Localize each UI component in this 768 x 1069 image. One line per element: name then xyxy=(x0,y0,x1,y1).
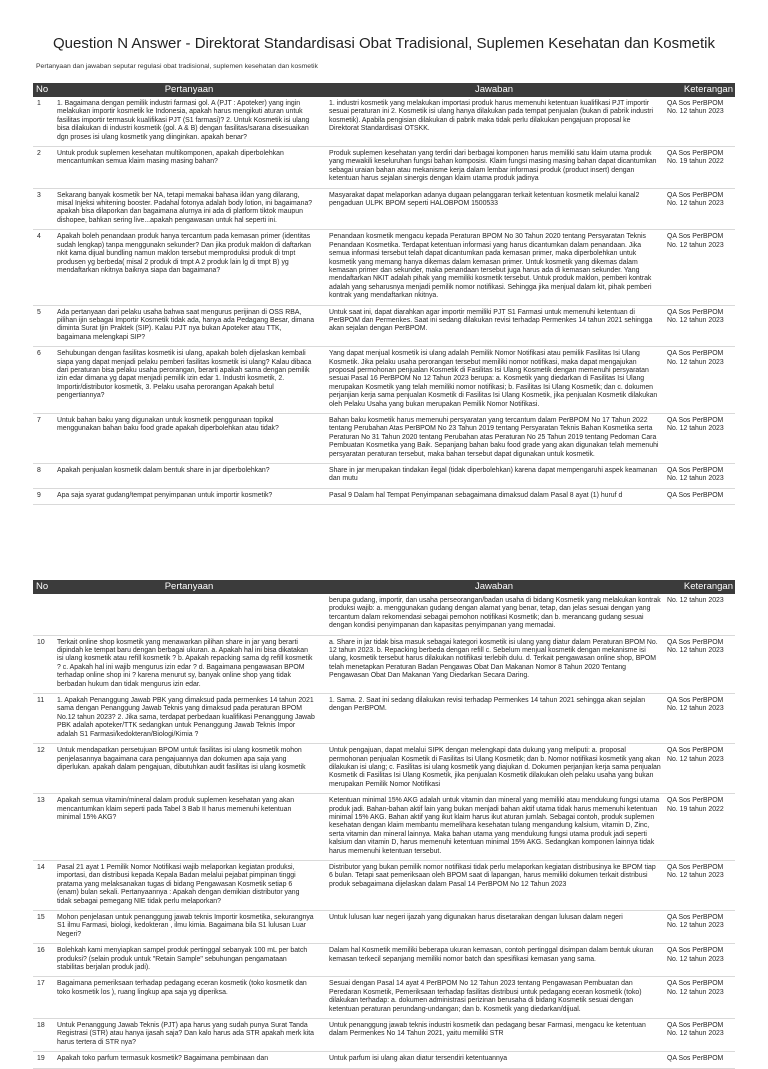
note-text: QA Sos PerBPOM xyxy=(665,488,735,504)
row-number xyxy=(33,594,55,635)
table-row xyxy=(33,911,735,944)
row-number: 16 xyxy=(33,944,55,977)
row-number: 11 xyxy=(33,694,55,744)
qa-table-page-1 xyxy=(33,83,735,503)
row-number: 3 xyxy=(33,188,55,230)
row-number: 13 xyxy=(33,794,55,861)
note-text: QA Sos PerBPOM No. 12 tahun 2023 xyxy=(665,860,735,910)
answer-text: Yang dapat menjual kosmetik isi ulang adalah Pemilik Nomor Notifikasi atau pemilik Fasilitas Isi Ulang Kosmetik. Jika pelaku usaha perorangan tersebut memiliki nomor notifikasi, maka dapat mengajukan proposal permohonan penjualan Kosmetik di Fasilitas Isi Ulang Kosmetik dengan memenuhi persyaratan sesuai Pasal 16 PerBPOM No 12 Tahun 2023 berupa: a. Kosmetik yang diedarkan di Fasilitas Isi Ulang merupakan Kosmetik yang telah memiliki nomor notifikasi; b. Fasilitas Isi Ulang Kosmetik; dan c. dokumen perjanjian kerja sama penjualan Kosmetik di Fasilitas Isi Ulang Kosmetik, jika penjualan Kosmetik dilakukan oleh Pelaku Usaha yang bukan merupakan Pemilik Nomor Notifikasi. xyxy=(323,347,665,414)
qa-table xyxy=(33,83,735,505)
question-text: Apa saja syarat gudang/tempat penyimpanan untuk importir kosmetik? xyxy=(55,488,323,504)
table-row xyxy=(33,635,735,693)
header-jawaban: Jawaban xyxy=(323,83,665,97)
row-number: 8 xyxy=(33,464,55,489)
answer-text: Masyarakat dapat melaporkan adanya dugaan pelanggaran terkait ketentuan kosmetik melalui kanal2 pengaduan ULPK BPOM seperti HALOBPOM 1500533 xyxy=(323,188,665,230)
answer-text: Sesuai dengan Pasal 14 ayat 4 PerBPOM No 12 Tahun 2023 tentang Pengawasan Pembuatan dan Peredaran Kosmetik, Pemeriksaan terhadap fasilitas distribusi untuk pedagang eceran kosmetik (toko) dilakukan terhadap: a. dokumen administrasi perizinan berusaha di bidang Kosmetik sesuai dengan ketentuan peraturan perundang-undangan; dan b. Kosmetik yang diedarkan/dijual. xyxy=(323,977,665,1019)
answer-text: a. Share in jar tidak bisa masuk sebagai kategori kosmetik isi ulang yang diatur dalam Peraturan BPOM No. 12 tahun 2023. b. Repacking berbeda dengan refill c. Sebelum menjual kosmetik dengan mekanisme isi ulang, kosmetik tersebut harus dilakukan notifikasi terlebih dulu. d. Terkait pengawasan online shop, BPOM telah menetapkan Peraturan Badan Pengawas Obat Dan Makanan Nomor 8 Tahun 2020 Tentang Pengawasan Obat Dan Makanan Yang Diedarkan Secara Daring. xyxy=(323,635,665,693)
answer-text: Bahan baku kosmetik harus memenuhi persyaratan yang tercantum dalam PerBPOM No 17 Tahun 2022 tentang Perubahan Atas PerBPOM No 23 Tahun 2019 tentang Persyaratan Teknis Bahan Kosmetika serta Peraturan No 31 Tahun 2020 tentang Perubahan atas Peraturan No 25 Tahun 2019 tentang Pedoman Cara Pembuatan Kosmetika yang Baik. Sepanjang bahan baku food grade yang akan digunakan telah memenuhi persyaratan peraturan tersebut, maka bahan tersebut dapat digunakan untuk kosmetik. xyxy=(323,414,665,464)
question-text xyxy=(55,594,323,635)
question-text: Apakah toko parfum termasuk kosmetik? Bagaimana pembinaan dan xyxy=(55,1052,323,1068)
header-pertanyaan: Pertanyaan xyxy=(55,83,323,97)
row-number: 19 xyxy=(33,1052,55,1068)
document-title: Question N Answer - Direktorat Standardisasi Obat Tradisional, Suplemen Kesehatan dan Kosmetik xyxy=(52,35,715,52)
answer-text: Dalam hal Kosmetik memiliki beberapa ukuran kemasan, contoh pertinggal disimpan dalam bentuk ukuran kemasan terkecil sepanjang memiliki nomor batch dan spesifikasi kemasan yang sama. xyxy=(323,944,665,977)
header-no: No xyxy=(33,83,55,97)
table-row xyxy=(33,305,735,347)
question-text: Apakah semua vitamin/mineral dalam produk suplemen kesehatan yang akan mencantumkan klaim seperti pada Tabel 3 Bab II harus memenuhi ketentuan minimal 15% AKG? xyxy=(55,794,323,861)
table-row xyxy=(33,944,735,977)
row-number: 18 xyxy=(33,1019,55,1052)
question-text: Bagaimana pemeriksaan terhadap pedagang eceran kosmetik (toko kosmetik dan toko kosmetik los ), ruang lingkup apa saja yg diperiksa. xyxy=(55,977,323,1019)
row-number: 10 xyxy=(33,635,55,693)
note-text: QA Sos PerBPOM No. 12 tahun 2023 xyxy=(665,347,735,414)
row-number: 7 xyxy=(33,414,55,464)
question-text: Bolehkah kami menyiapkan sampel produk pertinggal sebanyak 100 mL per batch produksi? (selain produk untuk "Retain Sample" sebuhungan pengamataan stabilitas berjalan produk jadi). xyxy=(55,944,323,977)
table-row xyxy=(33,1052,735,1068)
table-row xyxy=(33,488,735,504)
row-number: 17 xyxy=(33,977,55,1019)
header-pertanyaan: Pertanyaan xyxy=(55,580,323,594)
question-text: Untuk bahan baku yang digunakan untuk kosmetik penggunaan topikal menggunakan bahan baku food grade apakah diperbolehkan atau tidak? xyxy=(55,414,323,464)
question-text: 1. Bagaimana dengan pemilik industri farmasi gol. A (PJT : Apoteker) yang ingin melakukan importir kosmetik ke Indonesia, apakah harus mengikuti aturan untuk fasilitas importir termasuk kualifikasi PJT (S1 farmasi)? 2. Untuk Kosmetik isi ulang bisa dilakukan di industri kosmetik (gol. A & B) dengan fasilitas/sarana disesuaikan dgn proses isi ulang kosmetik yang diinginkan. apakah benar? xyxy=(55,97,323,147)
table-body xyxy=(33,97,735,505)
table-row xyxy=(33,464,735,489)
question-text: Apakah boleh penandaan produk hanya tercantum pada kemasan primer (identitas sudah lengkap) tanpa menggunakn sekunder? Dan jika produk maklon di daftarkan nkit kama dijual bundling namun maklon tersebut memproduksi produk di tmpt produsen yg berbeda( misal 2 produk di tmpt A 2 produk lain lg di tmpt B) yg mendaftarkan nkitnya baiknya siapa dan bagaimana? xyxy=(55,230,323,305)
answer-text: Share in jar merupakan tindakan ilegal (tidak diperbolehkan) karena dapat mempengaruhi aspek keamanan dan mutu xyxy=(323,464,665,489)
table-row xyxy=(33,1019,735,1052)
note-text: QA Sos PerBPOM No. 12 tahun 2023 xyxy=(665,414,735,464)
table-header-row xyxy=(33,580,735,594)
note-text: QA Sos PerBPOM No. 12 tahun 2023 xyxy=(665,744,735,794)
table-row xyxy=(33,977,735,1019)
row-number: 6 xyxy=(33,347,55,414)
question-text: Apakah penjualan kosmetik dalam bentuk share in jar diperbolehkan? xyxy=(55,464,323,489)
qa-table xyxy=(33,580,735,1069)
answer-text: Pasal 9 Dalam hal Tempat Penyimpanan sebagaimana dimaksud dalam Pasal 8 ayat (1) huruf d xyxy=(323,488,665,504)
row-number: 12 xyxy=(33,744,55,794)
note-text: QA Sos PerBPOM No. 19 tahun 2022 xyxy=(665,794,735,861)
question-text: Untuk mendapatkan persetujuan BPOM untuk fasilitas isi ulang kosmetik mohon penjelasannya bagaimana cara pengajuannya dan dokumen apa saja yang diperlukan. apakah dalam pengajuan, dibutuhkan audit fasilitas isi ulang kosmetik xyxy=(55,744,323,794)
row-number: 14 xyxy=(33,860,55,910)
answer-text: Produk suplemen kesehatan yang terdiri dari berbagai komponen harus memiliki satu klaim utama produk yang mewakili keseluruhan fungsi bahan komposisi. Klaim fungsi masing masing bahan dapat dicantumkan sebagai uraian bahan atau mekanisme kerja dalam lembar informasi produk (product insert) dengan ketentuan harus sejalan sinergis dengan klaim utama produk jadinya xyxy=(323,147,665,189)
header-keterangan: Keterangan xyxy=(665,83,735,97)
question-text: Sehubungan dengan fasilitas kosmetik isi ulang, apakah boleh dijelaskan kembali siapa yang dapat menjadi pelaku pemberi fasilitas kosmetik isi ulang? Kalau dibaca dari peraturan bisa pelaku usaha perorangan, berarti apakah sama dengan pemilik izin edar dimana yg dapat menjadi pemilik izin edar 1. Industri kosmetik, 2. Importir/distributor kosmetik, 3. Pelaku usaha perorangan Apakah betul pengertiannya? xyxy=(55,347,323,414)
row-number: 1 xyxy=(33,97,55,147)
answer-text: 1. Sama. 2. Saat ini sedang dilakukan revisi terhadap Permenkes 14 tahun 2021 sehingga akan sejalan dengan PerBPOM. xyxy=(323,694,665,744)
table-row xyxy=(33,147,735,189)
table-row xyxy=(33,230,735,305)
note-text: QA Sos PerBPOM No. 12 tahun 2023 xyxy=(665,464,735,489)
table-row xyxy=(33,97,735,147)
question-text: Ada pertanyaan dari pelaku usaha bahwa saat mengurus perijinan di OSS RBA, pilihan ijin sebagai Importir Kosmetik tidak ada, hanya ada Pedagang Besar, dimana diminta Surat Ijin Praktek (SIP). Kalau PJT nya bukan Apoteker atau TTK, bagaimana melengkapi SIP? xyxy=(55,305,323,347)
note-text: QA Sos PerBPOM No. 12 tahun 2023 xyxy=(665,977,735,1019)
answer-text: Penandaan kosmetik mengacu kepada Peraturan BPOM No 30 Tahun 2020 tentang Persyaratan Teknis Penandaan Kosmetika. Terdapat ketentuan informasi yang harus dicantumkan dalam penandaan. Jika semua informasi tersebut telah dapat dicantumkan pada kemasan primer, maka diperbolehkan untuk kosmetik yang memang hanya dikemas dalam kemasan primer. Untuk kosmetik yang dikemas dalam kemasan primer dan sekunder, maka penandaan tersebut juga harus ada di kemasan sekunder. Yang mendaftarkan NKIT adalah pihak yang memiliki kosmetik tersebut. Untuk produk maklon, pemberi kontrak adalah yang seharusnya menjadi pemilik nomor notifikasi. Sehingga jika menjual dalam kit, pihak pemberi kontrak yang mendaftarkan nkitnya. xyxy=(323,230,665,305)
qa-table-page-2 xyxy=(33,580,735,1063)
note-text: QA Sos PerBPOM No. 12 tahun 2023 xyxy=(665,911,735,944)
note-text: QA Sos PerBPOM No. 12 tahun 2023 xyxy=(665,944,735,977)
answer-text: Untuk penanggung jawab teknis industri kosmetik dan pedagang besar Farmasi, mengacu ke ketentuan dalam Permenkes No 14 Tahun 2021, yaitu memiliki STR xyxy=(323,1019,665,1052)
row-number: 2 xyxy=(33,147,55,189)
header-jawaban: Jawaban xyxy=(323,580,665,594)
note-text: QA Sos PerBPOM No. 19 tahun 2022 xyxy=(665,147,735,189)
table-row xyxy=(33,744,735,794)
table-row xyxy=(33,594,735,635)
document-subtitle: Pertanyaan dan jawaban seputar regulasi obat tradisional, suplemen kesehatan dan kosmetik xyxy=(36,63,318,70)
row-number: 15 xyxy=(33,911,55,944)
answer-text: Ketentuan minimal 15% AKG adalah untuk vitamin dan mineral yang memiliki atau mendukung fungsi utama produk jadi. Bahan-bahan aktif lain yang bukan menjadi bahan aktif utama tidak harus memenuhi ketentuan minimal 15% AKG. Bahan aktif yang ikut klaim harus ikut aturan jumlah. Sebagai contoh, produk suplemen kesehatan dengan klaim membantu memelihara kesehatan tulang mengandung kalsium, vitamin D, Zinc, serta vitamin dan mineral lainnya. Maka bahan utama yang mendukung fungsi utama produk jadi seperti kalsium dan vitamin D, harus memenuhi ketentuan minimal 15% AKG. Sedangkan komponen lainnya tidak harus memenuhi ketentuan tersebut. xyxy=(323,794,665,861)
note-text: QA Sos PerBPOM No. 12 tahun 2023 xyxy=(665,230,735,305)
answer-text: berupa gudang, importir, dan usaha perseorangan/badan usaha di bidang Kosmetik yang melakukan kontrak produksi wajib: a. menggunakan gudang dengan alamat yang benar, tetap, dan jelas sesuai dengan yang tercantum dalam rekomendasi sebagai pemohon notifikasi Kosmetik; dan b. merancang gudang sesuai dengan kondisi penyimpanan dan kapasitas penyimpanan yang memadai. xyxy=(323,594,665,635)
row-number: 9 xyxy=(33,488,55,504)
note-text: QA Sos PerBPOM No. 12 tahun 2023 xyxy=(665,694,735,744)
table-row xyxy=(33,794,735,861)
row-number: 4 xyxy=(33,230,55,305)
answer-text: Untuk lulusan luar negeri ijazah yang digunakan harus disetarakan dengan lulusan dalam negeri xyxy=(323,911,665,944)
table-body xyxy=(33,594,735,1068)
answer-text: Untuk pengajuan, dapat melalui SIPK dengan melengkapi data dukung yang meliputi: a. proposal permohonan penjualan Kosmetik di Fasilitas Isi Ulang Kosmetik; dan b. Nomor notifikasi kosmetik yang akan dilakukan isi ulang; c. Fasilitas isi ulang kosmetik yang diajukan d. Dokumen perjanjian kerja sama penjualan Kosmetik di Fasilitas Isi Ulang Kosmetik, jika penjualan Kosmetik dilakukan oleh pelaku usaha yang bukan merupakan Pemilik Nomor Notifikasi xyxy=(323,744,665,794)
table-row xyxy=(33,414,735,464)
header-keterangan: Keterangan xyxy=(665,580,735,594)
answer-text: Untuk parfum isi ulang akan diatur tersendiri ketentuannya xyxy=(323,1052,665,1068)
row-number: 5 xyxy=(33,305,55,347)
note-text: QA Sos PerBPOM No. 12 tahun 2023 xyxy=(665,305,735,347)
table-row xyxy=(33,860,735,910)
note-text: QA Sos PerBPOM No. 12 tahun 2023 xyxy=(665,635,735,693)
note-text: No. 12 tahun 2023 xyxy=(665,594,735,635)
answer-text: Distributor yang bukan pemilik nomor notifikasi tidak perlu melaporkan kegiatan distribusinya ke BPOM tiap 6 bulan. Tetapi saat pemeriksaan oleh BPOM saat di lapangan, harus memiliki dokumen terkait distribusi produk sebagaimana dijelaskan dalam Pasal 14 PerBPOM No 12 Tahun 2023 xyxy=(323,860,665,910)
table-row xyxy=(33,347,735,414)
question-text: Mohon penjelasan untuk penanggung jawab teknis Importir kosmetika, sekurangnya S1 ilmu Farmasi, biologi, kedokteran , ilmu kimia. Bagaimana bila S1 lulusan Luar Negeri? xyxy=(55,911,323,944)
note-text: QA Sos PerBPOM No. 12 tahun 2023 xyxy=(665,188,735,230)
answer-text: 1. industri kosmetik yang melakukan importasi produk harus memenuhi ketentuan kualifikasi PJT importir sesuai peraturan ini 2. Kosmetik isi ulang hanya dilakukan pada tempat penjualan (bukan di pabrik industri kosmetik). Apabila pengisian dilakukan di pabrik maka tidak perlu dilakukan pengajuan proposal ke Direktorat Standardisasi OTSKK. xyxy=(323,97,665,147)
question-text: Sekarang banyak kosmetik ber NA, tetapi memakai bahasa iklan yang dilarang, misal Injeksi whitening booster. Padahal fotonya adalah body lotion, ini bagaimana? apakah bisa dilaporkan dan bagaimana alurnya ini ada di platform tiktok maupun dishopee, bahkan sering live...apakah pengawasan untuk hal seperti ini. xyxy=(55,188,323,230)
question-text: Terkait online shop kosmetik yang menawarkan pilihan share in jar yang berarti dipindah ke tempat baru dengan berbagai ukuran. a. Apakah hal ini bisa dikatakan isi ulang kosmetik atau refill kosmetik ? b. Apakah repacking sama dg refill kosmetik ? c. Apakah hal ini wajib mengurus izin edar ? d. Bagaimana pengawasan BPOM terhadap online shop ini ? karena menurut sy, banyak online shop yang tidak berbadan hukum dan tidak mengurus izin edar. xyxy=(55,635,323,693)
table-row xyxy=(33,694,735,744)
header-no: No xyxy=(33,580,55,594)
note-text: QA Sos PerBPOM xyxy=(665,1052,735,1068)
question-text: Pasal 21 ayat 1 Pemilik Nomor Notifikasi wajib melaporkan kegiatan produksi, importasi, dan distribusi kepada Kepala Badan melalui pejabat pimpinan tinggi pratama yang melaksanakan tugas di bidang Pengawasan Kosmetik setiap 6 (enam) bulan sekali. Pertanyaannya : Apakah dengan demikian distributor yang tidak sebagai pemegang NIE tidak perlu melaporkan? xyxy=(55,860,323,910)
answer-text: Untuk saat ini, dapat diarahkan agar importir memiliki PJT S1 Farmasi untuk memenuhi ketentuan di PerBPOM dan Permenkes. Saat ini sedang dilakukan revisi terhadap Permenkes 14 tahun 2021 sehingga akan sejalan dengan PerBPOM. xyxy=(323,305,665,347)
note-text: QA Sos PerBPOM No. 12 tahun 2023 xyxy=(665,1019,735,1052)
table-header-row xyxy=(33,83,735,97)
question-text: Untuk Penanggung Jawab Teknis (PJT) apa harus yang sudah punya Surat Tanda Registrasi (STR) atau hanya ijasah saja? Dan kalo harus ada STR apakah merk kita harus tertera di STR nya? xyxy=(55,1019,323,1052)
question-text: 1. Apakah Penanggung Jawab PBK yang dimaksud pada permenkes 14 tahun 2021 sama dengan Penanggung Jawab Teknis yang dimaksud pada peraturan BPOM No.12 tahun 2023? 2. Jika sama, terdapat perbedaan kualifikasi Penanggung Jawab PBK adalah apoteker/TTK sedangkan untuk Penanggung Jawab Teknis Impor adalah S1 Farmasi/kedokteran/Biologi/Kimia ? xyxy=(55,694,323,744)
note-text: QA Sos PerBPOM No. 12 tahun 2023 xyxy=(665,97,735,147)
question-text: Untuk produk suplemen kesehatan multikomponen, apakah diperbolehkan mencantumkan semua klaim masing masing bahan? xyxy=(55,147,323,189)
table-row xyxy=(33,188,735,230)
